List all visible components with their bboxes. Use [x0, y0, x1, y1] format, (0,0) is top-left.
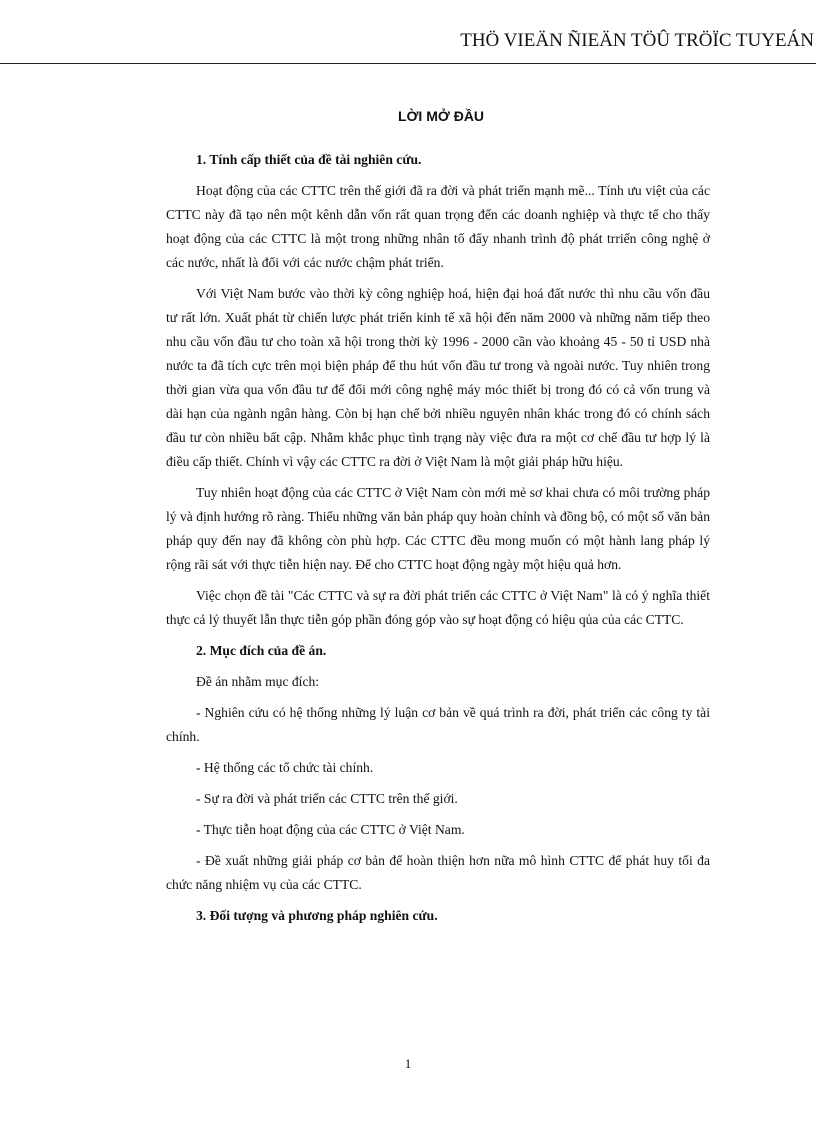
paragraph: Đề án nhằm mục đích:	[196, 674, 320, 689]
section-heading-3: 3. Đối tượng và phương pháp nghiên cứu.	[196, 908, 438, 923]
list-item: - Hệ thống các tổ chức tài chính.	[196, 760, 374, 775]
section-heading-1: 1. Tính cấp thiết của đề tài nghiên cứu.	[196, 152, 422, 167]
document-body	[166, 104, 710, 935]
list-item: - Thực tiễn hoạt động của các CTTC ở Việt Nam.	[196, 822, 465, 837]
paragraph: Hoạt động của các CTTC trên thế giới đã ra đời và phát triển mạnh mẽ... Tính ưu việt của các CTTC này đã tạo nên một kênh dẫn vốn rất quan trọng đến các doanh nghiệp và thực tế cho thấy hoạt động của các CTTC là một trong những nhân tố đẩy nhanh trình độ phát trriển công nghệ ở các nước, nhất là đối với các nước chậm phát triển.	[166, 183, 710, 270]
paragraph: Với Việt Nam bước vào thời kỳ công nghiệp hoá, hiện đại hoá đất nước thì nhu cầu vốn đầu tư rất lớn. Xuất phát từ chiến lược phát triển kinh tế xã hội đến năm 2000 và những năm tiếp theo nhu cầu vốn đầu tư cho toàn xã hội trong thời kỳ 1996 - 2000 cần vào khoảng 45 - 50 tỉ USD nhà nước ta đã tích cực trên mọi biện pháp để thu hút vốn đầu tư trong và ngoài nước. Tuy nhiên trong thời gian vừa qua vốn đầu tư để đổi mới công nghệ máy móc thiết bị trong đó có cả vốn trung và dài hạn của ngành ngân hàng. Còn bị hạn chế bởi nhiều nguyên nhân khác trong đó có chính sách đầu tư còn nhiều bất cập. Nhằm khắc phục tình trạng này việc đưa ra một cơ chế đầu tư hợp lý là điều cấp thiết. Chính vì vậy các CTTC ra đời ở Việt Nam là một giải pháp hữu hiệu.	[166, 286, 710, 469]
page-header: THÖ VIEÄN ÑIEÄN TÖÛ TRÖÏC TUYEÁN	[460, 30, 814, 51]
section-heading-2: 2. Mục đích của đề án.	[196, 643, 327, 658]
paragraph: Việc chọn đề tài "Các CTTC và sự ra đời phát triển các CTTC ở Việt Nam" là có ý nghĩa thiết thực cả lý thuyết lẫn thực tiễn góp phần đóng góp vào sự hoạt động có hiệu qủa của các CTTC.	[166, 588, 710, 627]
document-title: LỜI MỞ ĐẦU	[397, 108, 485, 124]
paragraph: Tuy nhiên hoạt động của các CTTC ở Việt Nam còn mới mẻ sơ khai chưa có môi trường pháp lý và định hướng rõ ràng. Thiếu những văn bản pháp quy hoàn chỉnh và đồng bộ, có một số văn bản pháp quy đến nay đã không còn phù hợp. Các CTTC đều mong muốn có một hành lang pháp lý rộng rãi sát với thực tiễn hiện nay. Để cho CTTC hoạt động ngày một hiệu quả hơn.	[166, 485, 710, 572]
list-item: - Sự ra đời và phát triển các CTTC trên thế giới.	[196, 791, 458, 806]
header-divider	[0, 63, 816, 64]
list-item: - Đề xuất những giải pháp cơ bản để hoàn thiện hơn nữa mô hình CTTC để phát huy tối đa chức năng nhiệm vụ của các CTTC.	[166, 853, 710, 892]
list-item: - Nghiên cứu có hệ thống những lý luận cơ bản về quá trình ra đời, phát triển các công ty tài chính.	[166, 705, 710, 744]
page-number: 1	[404, 1056, 412, 1071]
